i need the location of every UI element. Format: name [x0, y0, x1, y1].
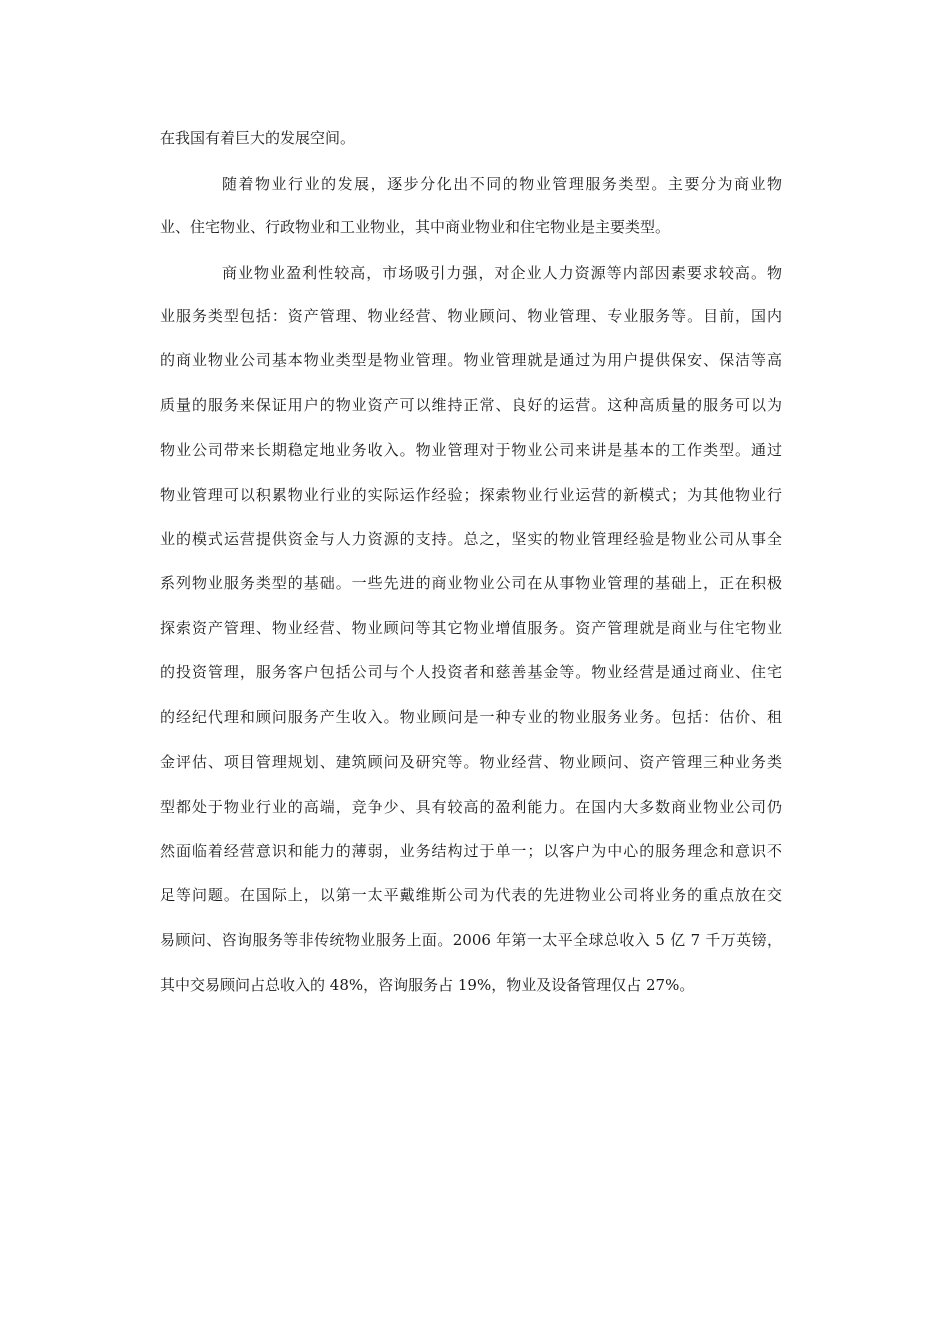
paragraph-line: 然面临着经营意识和能力的薄弱，业务结构过于单一；以客户为中心的服务理念和意识不	[160, 842, 782, 860]
paragraph-line: 在我国有着巨大的发展空间。	[160, 129, 356, 147]
paragraph-line: 业、住宅物业、行政物业和工业物业，其中商业物业和住宅物业是主要类型。	[160, 218, 671, 236]
paragraph-line: 金评估、项目管理规划、建筑顾问及研究等。物业经营、物业顾问、资产管理三种业务类	[160, 753, 782, 771]
paragraph-line: 业服务类型包括：资产管理、物业经营、物业顾问、物业管理、专业服务等。目前，国内	[160, 307, 782, 325]
paragraph-line: 物业管理可以积累物业行业的实际运作经验；探索物业行业运营的新模式；为其他物业行	[160, 486, 782, 504]
paragraph-line: 易顾问、咨询服务等非传统物业服务上面。2006 年第一太平全球总收入 5 亿 7 千万英镑，	[160, 931, 782, 949]
paragraph-line: 系列物业服务类型的基础。一些先进的商业物业公司在从事物业管理的基础上，正在积极	[160, 574, 782, 592]
paragraph-line: 的商业物业公司基本物业类型是物业管理。物业管理就是通过为用户提供保安、保洁等高	[160, 351, 782, 369]
paragraph-line: 业的模式运营提供资金与人力资源的支持。总之，坚实的物业管理经验是物业公司从事全	[160, 530, 782, 548]
paragraph-line: 探索资产管理、物业经营、物业顾问等其它物业增值服务。资产管理就是商业与住宅物业	[160, 619, 782, 637]
paragraph-line: 随着物业行业的发展，逐步分化出不同的物业管理服务类型。主要分为商业物	[222, 175, 782, 193]
paragraph-line: 的投资管理，服务客户包括公司与个人投资者和慈善基金等。物业经营是通过商业、住宅	[160, 663, 782, 681]
paragraph-line: 的经纪代理和顾问服务产生收入。物业顾问是一种专业的物业服务业务。包括：估价、租	[160, 708, 782, 726]
paragraph-line: 其中交易顾问占总收入的 48%，咨询服务占 19%，物业及设备管理仅占 27%。	[160, 976, 695, 994]
paragraph-line: 物业公司带来长期稳定地业务收入。物业管理对于物业公司来讲是基本的工作类型。通过	[160, 441, 782, 459]
paragraph-line: 商业物业盈利性较高，市场吸引力强，对企业人力资源等内部因素要求较高。物	[222, 264, 782, 282]
paragraph-line: 质量的服务来保证用户的物业资产可以维持正常、良好的运营。这种高质量的服务可以为	[160, 396, 782, 414]
paragraph-line: 足等问题。在国际上，以第一太平戴维斯公司为代表的先进物业公司将业务的重点放在交	[160, 886, 782, 904]
paragraph-line: 型都处于物业行业的高端，竞争少、具有较高的盈利能力。在国内大多数商业物业公司仍	[160, 798, 782, 816]
